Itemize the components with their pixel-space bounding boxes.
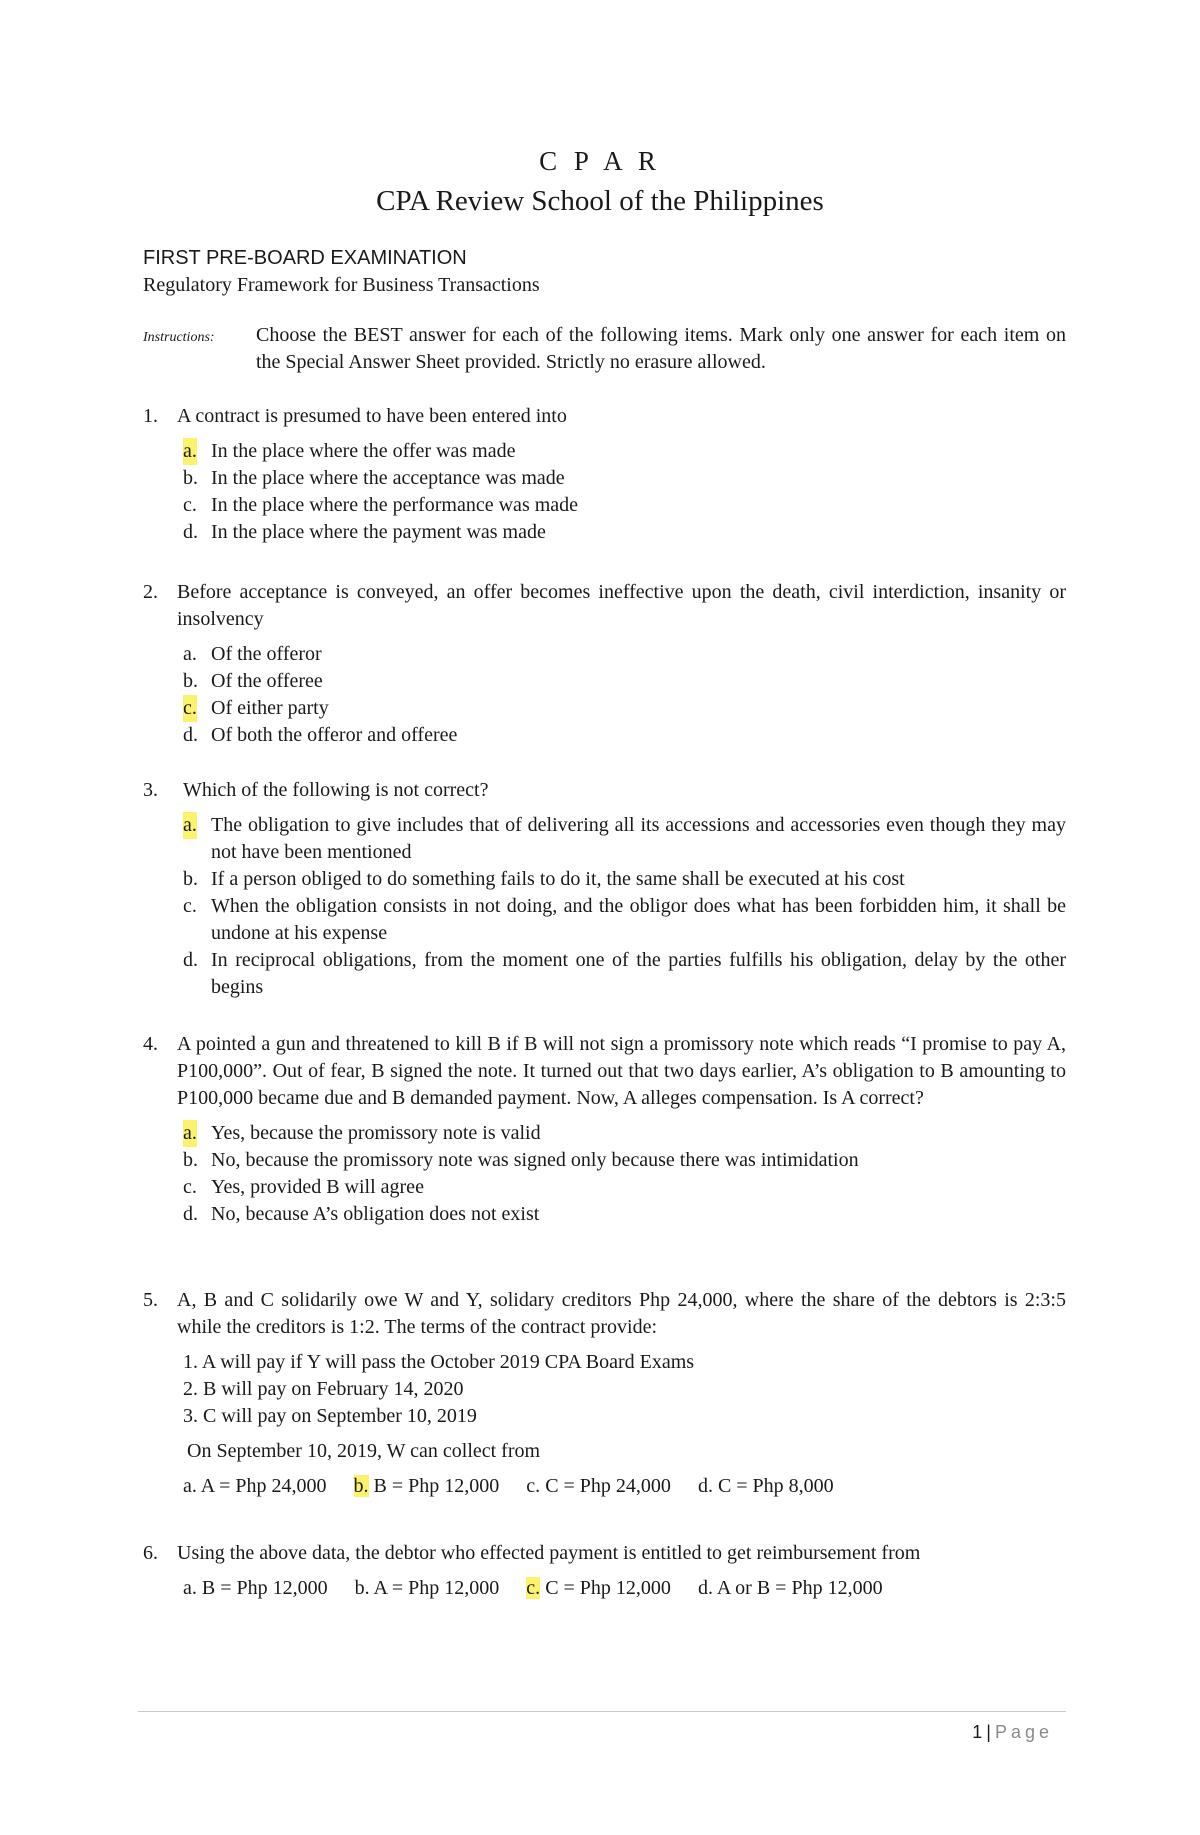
option-list xyxy=(183,812,1066,1001)
option-b xyxy=(354,1475,500,1497)
option-row xyxy=(183,1575,1066,1602)
footer-divider xyxy=(138,1711,1066,1712)
option-letter: c. xyxy=(183,494,197,516)
header-acronym: C P A R xyxy=(539,146,661,176)
option-text: C = Php 12,000 xyxy=(545,1577,671,1599)
option-text: Yes, provided B will agree xyxy=(211,1176,424,1198)
footer-separator: | xyxy=(986,1722,991,1742)
option-letter: c. xyxy=(183,1176,197,1198)
option-letter: d. xyxy=(697,1475,713,1497)
option-letter-highlighted: b. xyxy=(353,1475,369,1497)
option-text: Of either party xyxy=(211,697,329,719)
option-a xyxy=(183,1120,1066,1147)
option-a xyxy=(183,641,1066,668)
option-text: The obligation to give includes that of delivering all its accessions and accessories even though they may not have been mentioned xyxy=(211,814,1066,863)
instructions-text: Choose the BEST answer for each of the following items. Mark only one answer for each item on the Special Answer Sheet provided. Strictly no erasure allowed. xyxy=(256,324,1066,373)
option-letter: d. xyxy=(183,949,198,971)
question-text: A pointed a gun and threatened to kill B if B will not sign a promissory note which reads “I promise to pay A, P100,000”. Out of fear, B signed the note. It turned out that two days earlier, A’s obligation to B amounting to P100,000 became due and B demanded payment. Now, A alleges compensation. Is A correct? xyxy=(177,1033,1066,1109)
instructions-label: Instructions: xyxy=(143,330,215,345)
option-letter: d. xyxy=(183,724,198,746)
option-text: C = Php 8,000 xyxy=(717,1475,834,1497)
option-text: Of the offeror xyxy=(211,643,322,665)
option-letter-highlighted: c. xyxy=(183,695,197,722)
option-list xyxy=(183,641,1066,749)
option-letter: b. xyxy=(183,1149,198,1171)
option-d xyxy=(183,519,1066,546)
page-footer xyxy=(972,1722,1053,1743)
option-b xyxy=(183,668,1066,695)
option-a xyxy=(183,1577,328,1599)
option-d xyxy=(183,722,1066,749)
question-3 xyxy=(143,777,1066,1001)
page-label: Page xyxy=(994,1722,1053,1742)
option-letter: b. xyxy=(354,1577,370,1599)
option-c xyxy=(183,492,1066,519)
option-c xyxy=(526,1577,671,1599)
question-number: 1. xyxy=(143,405,158,427)
option-text: If a person obliged to do something fails to do it, the same shall be executed at his cost xyxy=(211,868,905,890)
question-text: A contract is presumed to have been entered into xyxy=(177,405,567,427)
option-text: In the place where the acceptance was made xyxy=(211,467,565,489)
option-c xyxy=(183,1174,1066,1201)
option-text: In the place where the performance was made xyxy=(211,494,579,516)
option-letter: a. xyxy=(183,1475,197,1497)
option-b xyxy=(183,1147,1066,1174)
option-text: No, because the promissory note was signed only because there was intimidation xyxy=(211,1149,859,1171)
option-text: Of both the offeror and offeree xyxy=(211,724,458,746)
option-letter: d. xyxy=(697,1577,713,1599)
question-5 xyxy=(143,1287,1066,1500)
option-text: No, because A’s obligation does not exist xyxy=(211,1203,540,1225)
option-letter: c. xyxy=(183,895,197,917)
option-b xyxy=(355,1577,500,1599)
term-item: 1. A will pay if Y will pass the October 2019 CPA Board Exams xyxy=(183,1351,695,1373)
question-number: 2. xyxy=(143,581,158,603)
question-number: 3. xyxy=(143,779,158,801)
question-text: Which of the following is not correct? xyxy=(183,779,489,801)
question-1 xyxy=(143,403,1066,546)
question-4 xyxy=(143,1031,1066,1228)
option-text: In reciprocal obligations, from the moment one of the parties fulfills his obligation, delay by the other begins xyxy=(211,949,1066,998)
option-d xyxy=(183,947,1066,1001)
option-d xyxy=(698,1577,883,1599)
option-c xyxy=(183,695,1066,722)
option-text: When the obligation consists in not doing, and the obligor does what has been forbidden him, it shall be undone at his expense xyxy=(211,895,1066,944)
option-letter-highlighted: a. xyxy=(183,438,197,465)
school-name: CPA Review School of the Philippines xyxy=(376,185,824,217)
question-number: 6. xyxy=(143,1542,158,1564)
question-number: 5. xyxy=(143,1289,158,1311)
subject-title: Regulatory Framework for Business Transactions xyxy=(143,274,540,296)
option-letter: c. xyxy=(526,1475,541,1497)
page-number: 1 xyxy=(972,1722,983,1742)
option-a xyxy=(183,812,1066,866)
option-letter-highlighted: a. xyxy=(183,1120,197,1147)
option-c xyxy=(183,893,1066,947)
question-text: Before acceptance is conveyed, an offer becomes ineffective upon the death, civil interdiction, insanity or insolvency xyxy=(177,581,1066,630)
question-2 xyxy=(143,579,1066,749)
option-letter: a. xyxy=(183,1577,197,1599)
option-text: A or B = Php 12,000 xyxy=(716,1577,883,1599)
question-number: 4. xyxy=(143,1033,158,1055)
contract-terms xyxy=(183,1349,1066,1430)
option-text: B = Php 12,000 xyxy=(373,1475,500,1497)
option-letter: b. xyxy=(183,868,198,890)
option-d xyxy=(183,1201,1066,1228)
option-list xyxy=(183,1120,1066,1228)
option-text: C = Php 24,000 xyxy=(545,1475,671,1497)
question-text: Using the above data, the debtor who effected payment is entitled to get reimbursement from xyxy=(177,1542,921,1564)
option-text: A = Php 24,000 xyxy=(200,1475,327,1497)
option-text: In the place where the payment was made xyxy=(211,521,546,543)
exam-title: FIRST PRE-BOARD EXAMINATION xyxy=(143,247,467,269)
option-letter-highlighted: a. xyxy=(183,812,197,839)
question-stem: On September 10, 2019, W can collect from xyxy=(187,1440,541,1462)
option-text: In the place where the offer was made xyxy=(211,440,516,462)
option-b xyxy=(183,866,1066,893)
term-item: 3. C will pay on September 10, 2019 xyxy=(183,1405,477,1427)
option-list xyxy=(183,438,1066,546)
option-letter-highlighted: c. xyxy=(526,1577,541,1599)
option-letter: d. xyxy=(183,521,198,543)
option-a xyxy=(183,438,1066,465)
option-a xyxy=(183,1475,327,1497)
question-text: A, B and C solidarily owe W and Y, solidary creditors Php 24,000, where the share of the debtors is 2:3:5 while the creditors is 1:2. The terms of the contract provide: xyxy=(177,1289,1066,1338)
option-text: Of the offeree xyxy=(211,670,323,692)
option-text: A = Php 12,000 xyxy=(373,1577,500,1599)
option-d xyxy=(698,1475,834,1497)
option-letter: b. xyxy=(183,670,198,692)
option-text: Yes, because the promissory note is valid xyxy=(211,1122,541,1144)
question-6 xyxy=(143,1540,1066,1602)
option-text: B = Php 12,000 xyxy=(201,1577,328,1599)
option-c xyxy=(526,1475,671,1497)
term-item: 2. B will pay on February 14, 2020 xyxy=(183,1378,464,1400)
option-row xyxy=(183,1473,1066,1500)
option-letter: b. xyxy=(183,467,198,489)
option-letter: d. xyxy=(183,1203,198,1225)
option-letter: a. xyxy=(183,643,197,665)
option-b xyxy=(183,465,1066,492)
